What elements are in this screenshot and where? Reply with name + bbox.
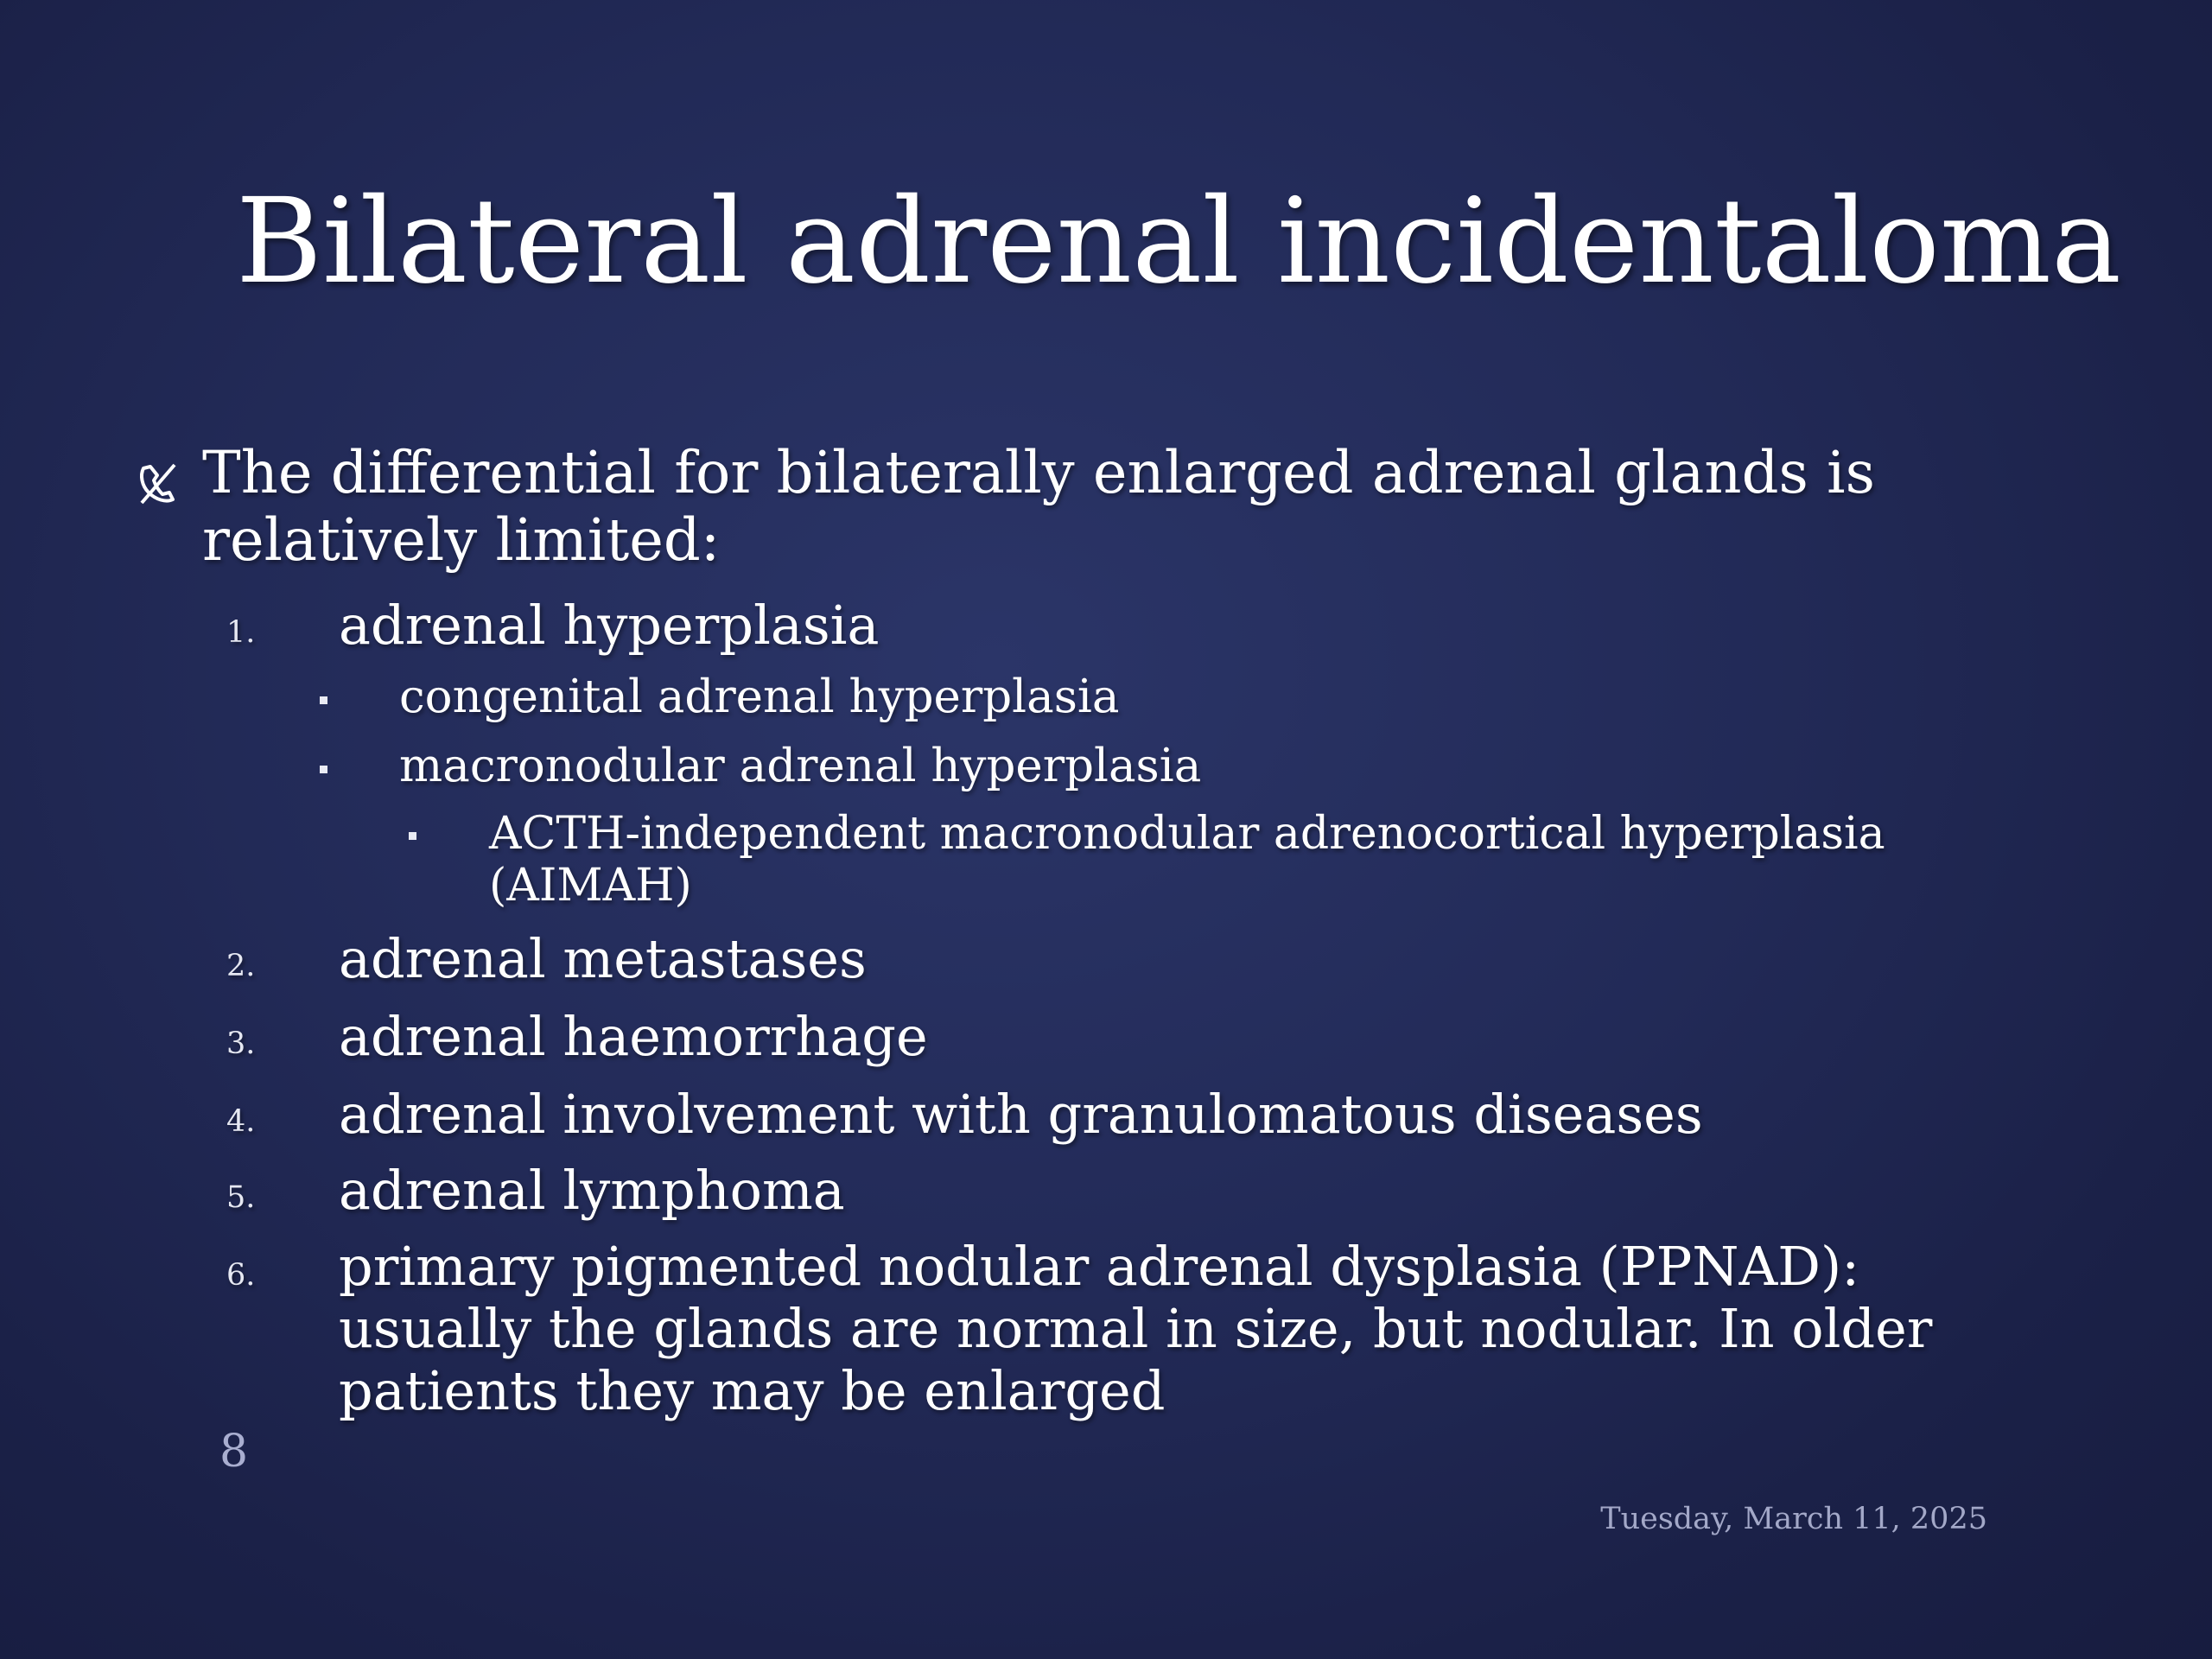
list-item: adrenal lymphoma	[339, 1159, 845, 1222]
list-item-line-1: primary pigmented nodular adrenal dysplasia (PPNAD):	[339, 1235, 1860, 1298]
item-number: 6.	[226, 1258, 256, 1293]
list-item: adrenal haemorrhage	[339, 1005, 928, 1068]
footer-date: Tuesday, March 11, 2025	[1600, 1502, 1987, 1536]
item-number: 5.	[226, 1180, 256, 1215]
item-number: 3.	[226, 1027, 256, 1061]
square-bullet-icon	[320, 766, 327, 773]
square-bullet-icon	[320, 696, 327, 704]
square-bullet-icon	[409, 832, 416, 840]
main-point	[202, 439, 1875, 574]
slide-page-number: 8	[219, 1426, 249, 1478]
list-item: adrenal metastases	[339, 927, 867, 990]
sub-list-item: congenital adrenal hyperplasia	[399, 671, 1120, 723]
sub-sub-list-item-line-1: ACTH-independent macronodular adrenocortical hyperplasia	[489, 808, 1885, 860]
list-item	[339, 1236, 1932, 1422]
sub-sub-list-item-line-2: (AIMAH)	[489, 860, 692, 912]
item-number: 4.	[226, 1104, 256, 1139]
item-number: 2.	[226, 949, 256, 983]
sub-list-item: macronodular adrenal hyperplasia	[399, 740, 1202, 792]
main-point-line-1: The differential for bilaterally enlarged adrenal glands is	[202, 439, 1875, 506]
main-point-line-2: relatively limited:	[202, 506, 721, 574]
sub-sub-list-item	[489, 808, 1885, 912]
slide-title: Bilateral adrenal incidentaloma	[236, 174, 2122, 310]
list-item: adrenal involvement with granulomatous diseases	[339, 1083, 1703, 1146]
item-number: 1.	[226, 615, 256, 650]
list-item-line-2: usually the glands are normal in size, but nodular. In older	[339, 1297, 1933, 1360]
list-item-line-3: patients they may be enlarged	[339, 1359, 1166, 1422]
list-item: adrenal hyperplasia	[339, 594, 880, 657]
crossed-telephone-icon	[137, 460, 178, 508]
